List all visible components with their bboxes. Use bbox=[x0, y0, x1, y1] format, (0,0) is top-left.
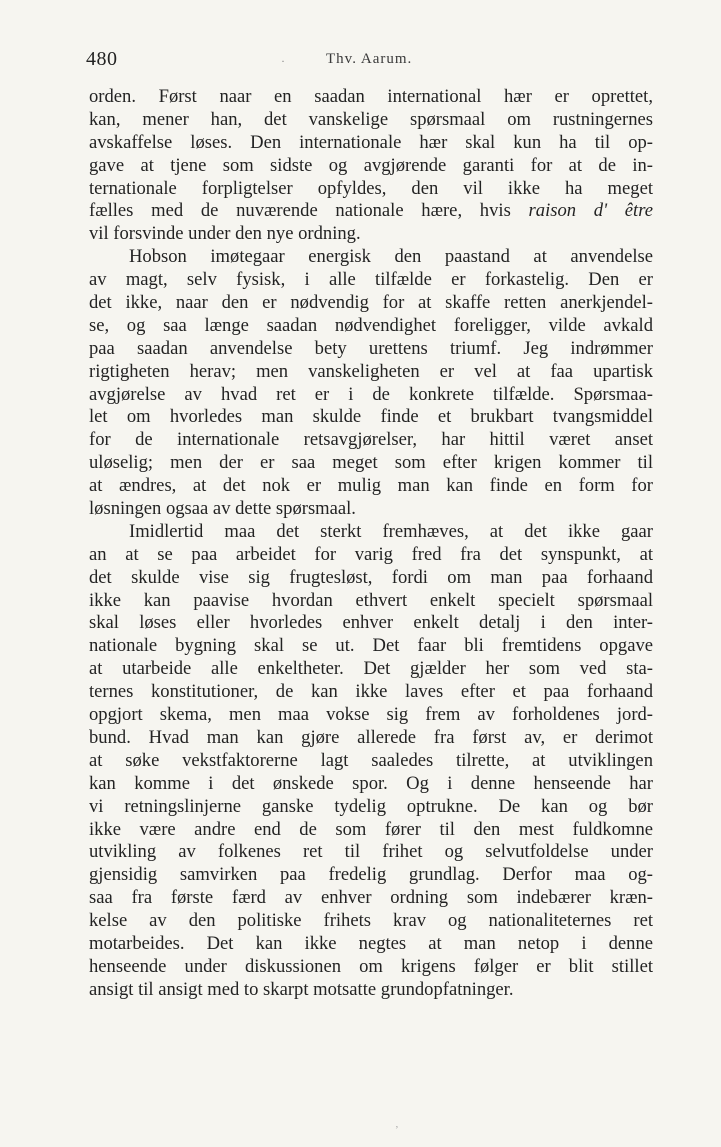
italic-phrase: raison d' être bbox=[528, 200, 653, 222]
text-line bbox=[89, 315, 653, 338]
text-line bbox=[89, 544, 653, 567]
text-line bbox=[89, 475, 653, 498]
text-line-content: kan komme i det ønskede spor. Og i denne henseende har bbox=[89, 772, 653, 794]
text-line-content: utvikling av folkenes ret til frihet og selvutfoldelse under bbox=[89, 841, 653, 863]
text-line-content: kelse av den politiske frihets krav og nationaliteternes ret bbox=[89, 910, 653, 932]
text-line bbox=[89, 132, 653, 155]
text-line bbox=[89, 452, 653, 475]
text-line bbox=[89, 933, 653, 956]
text-line-content: det skulde vise sig frugtesløst, fordi om man paa forhaand bbox=[89, 566, 653, 588]
text-line-content: Hobson imøtegaar energisk den paastand at anvendelse bbox=[129, 246, 653, 268]
text-line bbox=[89, 681, 653, 704]
text-line-content: nationale bygning skal se ut. Det faar bli fremtidens opgave bbox=[89, 635, 653, 657]
text-line-content: ikke være andre end de som fører til den mest fuldkomne bbox=[89, 818, 653, 840]
running-head: Thv. Aarum. bbox=[326, 51, 413, 67]
page-header bbox=[86, 44, 653, 74]
text-line bbox=[89, 956, 653, 979]
text-line bbox=[89, 635, 653, 658]
text-line-content: av magt, selv fysisk, i alle tilfælde er forkastelig. Den er bbox=[89, 269, 653, 291]
text-line-content: henseende under diskussionen om krigens følger er blit stillet bbox=[89, 955, 653, 977]
text-line bbox=[89, 841, 653, 864]
text-line-content: løsningen ogsaa av dette spørsmaal. bbox=[89, 498, 356, 520]
text-line bbox=[89, 910, 653, 933]
text-line-content: at søke vekstfaktorerne lagt saaledes tilrette, at utviklingen bbox=[89, 749, 653, 771]
text-line-content: se, og saa længe saadan nødvendighet foreligger, vilde avkald bbox=[89, 314, 653, 336]
text-line-content: gave at tjene som sidste og avgjørende garanti for at de in- bbox=[89, 154, 653, 176]
body-text bbox=[89, 86, 653, 1002]
text-line bbox=[89, 704, 653, 727]
page-number: 480 bbox=[86, 48, 118, 70]
text-line bbox=[89, 429, 653, 452]
text-line-content: paa saadan anvendelse bety urettens triumf. Jeg indrømmer bbox=[89, 337, 653, 359]
text-line-content: ternationale forpligtelser opfyldes, den vil ikke ha meget bbox=[89, 177, 653, 199]
text-line bbox=[89, 361, 653, 384]
header-separator: · bbox=[281, 54, 285, 68]
text-line-content: bund. Hvad man kan gjøre allerede fra først av, er derimot bbox=[89, 726, 653, 748]
text-line bbox=[89, 750, 653, 773]
text-line-content: ansigt til ansigt med to skarpt motsatte grundopfatninger. bbox=[89, 978, 514, 1000]
text-line bbox=[89, 979, 653, 1002]
text-line bbox=[89, 200, 653, 223]
text-line-content: gjensidig samvirken paa fredelig grundlag. Derfor maa og- bbox=[89, 864, 653, 886]
text-line bbox=[89, 567, 653, 590]
text-line-content: fælles med de nuværende nationale hære, hvis bbox=[89, 200, 511, 222]
text-line bbox=[89, 773, 653, 796]
text-line bbox=[89, 223, 653, 246]
text-line bbox=[89, 338, 653, 361]
text-line-content: skal løses eller hvorledes enhver enkelt detalj i den inter- bbox=[89, 612, 653, 634]
text-line bbox=[89, 246, 653, 269]
text-line bbox=[89, 612, 653, 635]
text-line bbox=[89, 727, 653, 750]
text-line bbox=[89, 864, 653, 887]
text-line-content: orden. Først naar en saadan international hær er oprettet, bbox=[89, 86, 653, 107]
text-line bbox=[89, 155, 653, 178]
text-line-content: opgjort skema, men maa vokse sig frem av forholdenes jord- bbox=[89, 704, 653, 726]
text-line-content: det ikke, naar den er nødvendig for at skaffe retten anerkjendel- bbox=[89, 292, 653, 314]
text-line bbox=[89, 384, 653, 407]
text-line bbox=[89, 178, 653, 201]
text-line-content: rigtigheten herav; men vanskeligheten er vel at faa upartisk bbox=[89, 360, 653, 382]
text-line-content: ikke kan paavise hvordan ethvert enkelt specielt spørsmaal bbox=[89, 589, 653, 611]
text-line bbox=[89, 819, 653, 842]
text-line bbox=[89, 498, 653, 521]
text-line-content: at utarbeide alle enkeltheter. Det gjælder her som ved sta- bbox=[89, 658, 653, 680]
text-line-content: an at se paa arbeidet for varig fred fra det synspunkt, at bbox=[89, 543, 653, 565]
text-line-content: avskaffelse løses. Den internationale hær skal kun ha til op- bbox=[89, 131, 653, 153]
text-line bbox=[89, 590, 653, 613]
text-line-content: motarbeides. Det kan ikke negtes at man netop i denne bbox=[89, 932, 653, 954]
text-line-content: avgjørelse av hvad ret er i de konkrete tilfælde. Spørsmaa- bbox=[89, 383, 653, 405]
text-line bbox=[89, 109, 653, 132]
text-line bbox=[89, 521, 653, 544]
text-line bbox=[89, 269, 653, 292]
footer-mark: ‚ bbox=[395, 1118, 399, 1130]
text-line-content: saa fra første færd av enhver ordning som indebærer kræn- bbox=[89, 887, 653, 909]
text-line-content: for de internationale retsavgjørelser, har hittil været anset bbox=[89, 429, 653, 451]
text-line-content: let om hvorledes man skulde finde et brukbart tvangsmiddel bbox=[89, 406, 653, 428]
text-line bbox=[89, 887, 653, 910]
text-line-content: at ændres, at det nok er mulig man kan finde en form for bbox=[89, 475, 653, 497]
text-line-content: ternes konstitutioner, de kan ikke laves efter et paa forhaand bbox=[89, 681, 653, 703]
text-line bbox=[89, 86, 653, 109]
text-line bbox=[89, 658, 653, 681]
text-line bbox=[89, 406, 653, 429]
text-line bbox=[89, 292, 653, 315]
text-line-content: vi retningslinjerne ganske tydelig optrukne. De kan og bør bbox=[89, 795, 653, 817]
text-line-content: vil forsvinde under den nye ordning. bbox=[89, 223, 361, 245]
text-line-content: uløselig; men der er saa meget som efter krigen kommer til bbox=[89, 452, 653, 474]
text-line bbox=[89, 796, 653, 819]
text-line-content: kan, mener han, det vanskelige spørsmaal om rustningernes bbox=[89, 108, 653, 130]
text-line-content: Imidlertid maa det sterkt fremhæves, at det ikke gaar bbox=[129, 520, 653, 542]
